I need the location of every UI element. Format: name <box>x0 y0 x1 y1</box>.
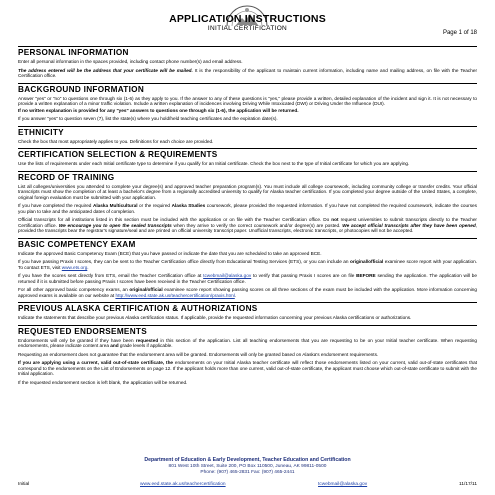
paragraph: If you have passing Praxis I scores, they can be sent to the Teacher Certification office directly from Educational Testing Services (ETS), or you can include an original/official examinee score report with your application. To contact ETS, visit www.ets.org. <box>18 259 478 270</box>
paragraph: If you have completed the required Alaska Multicultural or the required Alaska Studies coursework, please provided the requested information. If you have not completed the required coursework, indicate the courses you plan to take and the anticipated dates of completion. <box>18 203 477 214</box>
section-previous-certification <box>18 302 477 321</box>
paragraph: If you have the scores sent directly from ETS, email the Teacher Certification office at tcwebmail@alaska.gov to verify that passing Praxis I scores are on file BEFORE sending the application. The application will be returned if it is submitted before passing Praxis I scores have been received in the Teacher Certification office. <box>18 273 477 284</box>
ets-link[interactable]: www.ets.org <box>61 264 88 270</box>
paragraph: List all colleges/universities you attended to complete your degree(s) and approved teacher preparation program(s). You must include all college coursework, including community college or transfer credits. Your official transcripts must show the completion of at least a bachelor's degree from a regionally accredited university to qualify for Alaska teacher certification. If you completed your degree outside of the United States, a complete, original foreign evaluation must be submitted with your application. <box>18 183 477 200</box>
paragraph: Requesting an endorsement does not guarantee that the endorsement area will be granted. Endorsements will only be granted based on Alaska's endorsement requirements. <box>18 351 379 357</box>
footer-certificate-type: Initial <box>18 482 30 487</box>
section-personal-information <box>18 46 477 79</box>
section-record-of-training <box>18 171 477 234</box>
section-ethnicity <box>18 126 477 145</box>
paragraph: Endorsements will only be granted if they have been requested in this section of the application. List all teaching endorsements that you are requesting to be on your Initial teacher certificate. When requesting endorsements, please indicate content area and grade levels if applicable. <box>18 337 478 348</box>
section-background-information <box>18 83 477 122</box>
page-number: Page 1 of 18 <box>442 30 477 36</box>
paragraph: Use the lists of requirements under each Initial certificate type to determine if you qualify for an Initial certificate. Check the box next to the type of Initial certificate for which you are applying. <box>18 161 410 166</box>
section-certification-selection <box>18 148 477 167</box>
section-basic-competency-exam <box>18 238 477 299</box>
paragraph: Answer "yes" or "no" to questions one through six (1-6) as they apply to you. If the answer to any of these questions is "yes," please provide a written, detailed explanation of the incident and sign it. It is not necessary to provide a written explanation of a minor traffic violation. Include a written explanation of incidences involving Driving While Intoxicated (DWI) or Driving Under the Influence (DUI). <box>18 95 477 106</box>
paragraph: If you are applying using a current, valid out-of-state certificate, the endorsements on your Initial Alaska teacher certificate will reflect those endorsements listed on your current, valid out-of-state certificates that correspond to the endorsements on the List of Endorsements on page 12. If the applicant holds more than one current, valid out-of-state certificate, the applicant must choose which out-of-state certificate to submit with the Initial application. <box>18 360 477 376</box>
section-heading: CERTIFICATION SELECTION & REQUIREMENTS <box>18 148 477 160</box>
page-title: APPLICATION INSTRUCTIONS <box>169 13 326 25</box>
paragraph: Indicate the approved Basic Competency Exam (BCE) that you have passed or indicate the date that you are scheduled to take an approved BCE. <box>18 250 322 256</box>
page-subtitle: INITIAL CERTIFICATION <box>207 25 288 32</box>
section-heading: PREVIOUS ALASKA CERTIFICATION & AUTHORIZATIONS <box>18 302 477 314</box>
footer-department: Department of Education & Early Development, Teacher Education and Certification <box>144 457 351 463</box>
instructions-body <box>18 46 477 385</box>
tcwebmail-link[interactable]: tcwebmail@alaska.gov <box>203 273 252 278</box>
paragraph: The address entered will be the address that your certificate will be mailed. It is the responsibility of the applicant to maintain current information, including name and mailing address, on file with the Teacher Certification office. <box>18 67 478 78</box>
praxis-link[interactable]: http://www.eed.state.ak.us/teachercertification/praxis.html <box>115 292 235 298</box>
section-heading: BACKGROUND INFORMATION <box>18 83 477 95</box>
footer-address: 801 West 10th Street, Suite 200, PO Box 110500, Juneau, AK 99811-0500 <box>168 463 327 469</box>
paragraph: Official transcripts for all institutions listed in this section must be included with the application or on file with the Teacher Certification office. Do not request universities to submit transcripts directly to the Teacher Certification office. We encourage you to open the sealed transcripts when they arrive to verify the correct coursework and/or degree(s) are posted. We accept official transcripts after they have been opened, provided the transcripts bear the registrar's signature/seal and are printed on official university transcript paper. Unofficial transcripts, electronic transcripts, or photocopies will not be accepted. <box>18 217 478 233</box>
footer-row <box>18 482 477 490</box>
page-footer <box>0 457 495 476</box>
section-heading: RECORD OF TRAINING <box>18 171 477 183</box>
section-heading: BASIC COMPETENCY EXAM <box>18 238 477 250</box>
footer-email-link[interactable]: tcwebmail@alaska.gov <box>318 482 368 487</box>
paragraph: If the requested endorsement section is left blank, the application will be returned. <box>18 379 188 385</box>
paragraph: Enter all personal information in the spaces provided, including contact phone number(s) and email address. <box>18 59 243 64</box>
paragraph: If you answer "yes" to question seven (7), list the state(s) where you hold/held teaching certificates and the expiration date(s). <box>18 116 278 121</box>
paragraph: If no written explanation is provided for any "yes" answers to questions one through six (1-6), the application will be returned. <box>18 107 299 113</box>
paragraph: For all other approved basic competency exams, an original/official examinee score report showing passing scores on all three sections of the exam must be included with the application. More information concerning approved exams is available on our website at http://www.eed.state.ak.us/teachercertification/praxis.html. <box>18 287 477 298</box>
footer-phone: Phone: (907) 465-2831 Fax: (907) 465-2441 <box>200 469 295 475</box>
section-requested-endorsements <box>18 325 477 386</box>
section-heading: PERSONAL INFORMATION <box>18 46 477 58</box>
footer-website-link[interactable]: www.eed.state.ak.us/teachercertification <box>140 482 226 487</box>
section-heading: ETHNICITY <box>18 126 477 138</box>
paragraph: Check the box that most appropriately applies to you. Definitions for each choice are provided. <box>18 138 214 144</box>
section-heading: REQUESTED ENDORSEMENTS <box>18 325 477 337</box>
footer-revision-date: 11/17/11 <box>459 482 477 487</box>
paragraph: Indicate the statements that describe your previous Alaska certification status. If applicable, provide the requested information concerning your previous Alaska certifications or authorizations. <box>18 315 412 320</box>
